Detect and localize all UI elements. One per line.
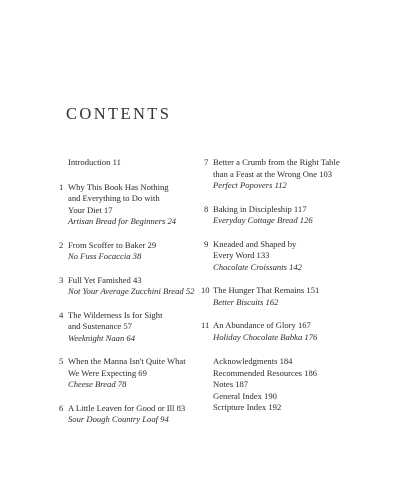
toc-entry-title: We Were Expecting 69 xyxy=(68,367,147,378)
toc-entry-title: Kneaded and Shaped by xyxy=(213,238,297,249)
recipe-subtitle: Perfect Popovers 112 xyxy=(213,180,287,190)
toc-entry-1[interactable] xyxy=(59,182,199,228)
back-matter-list xyxy=(204,356,344,414)
chapter-number: 4 xyxy=(59,309,64,320)
back-matter-scripture-index[interactable]: Scripture Index 192 xyxy=(213,402,282,412)
toc-entry-title: Every Word 133 xyxy=(213,250,270,260)
recipe-subtitle: Sour Dough Country Loaf 94 xyxy=(68,414,169,424)
toc-entry-title: and Everything to Do with xyxy=(68,193,160,203)
toc-entry-3[interactable] xyxy=(59,275,199,298)
chapter-number: 10 xyxy=(201,285,210,295)
toc-entry-introduction[interactable] xyxy=(59,157,199,169)
back-matter-recommended-resources[interactable]: Recommended Resources 186 xyxy=(213,367,318,378)
toc-entry-9[interactable] xyxy=(204,239,344,274)
recipe-subtitle: Artisan Bread for Beginners 24 xyxy=(68,216,177,226)
chapter-number: 11 xyxy=(201,320,210,330)
recipe-subtitle: Not Your Average Zucchini Bread 52 xyxy=(68,286,195,296)
toc-entry-6[interactable] xyxy=(59,403,199,426)
toc-entry-2[interactable] xyxy=(59,240,199,263)
toc-entry-title: A Little Leaven for Good or Ill 83 xyxy=(68,402,186,413)
recipe-subtitle: Holiday Chocolate Babka 176 xyxy=(213,331,318,342)
toc-entry-title: Your Diet 17 xyxy=(68,204,113,215)
toc-entry-title: From Scoffer to Baker 29 xyxy=(68,239,157,250)
toc-entry-title: Why This Book Has Nothing xyxy=(68,181,169,192)
toc-entry-title: When the Manna Isn't Quite What xyxy=(68,356,186,366)
recipe-subtitle: Weeknight Naan 64 xyxy=(68,332,135,343)
toc-entry-title: Introduction 11 xyxy=(68,157,121,167)
recipe-subtitle: Better Biscuits 162 xyxy=(213,296,279,307)
toc-entry-5[interactable] xyxy=(59,356,199,391)
toc-entry-10[interactable] xyxy=(201,285,344,308)
back-matter-acknowledgments[interactable]: Acknowledgments 184 xyxy=(213,356,293,366)
chapter-number: 1 xyxy=(59,181,64,192)
toc-entry-title: and Sustenance 57 xyxy=(68,321,132,331)
toc-entry-7[interactable] xyxy=(204,157,344,192)
toc-entry-title: The Wilderness Is for Sight xyxy=(68,309,163,320)
toc-entry-title: Full Yet Famished 43 xyxy=(68,274,142,285)
toc-entry-title: An Abundance of Glory 167 xyxy=(213,320,311,330)
recipe-subtitle: Everyday Cottage Bread 126 xyxy=(213,215,313,225)
contents-heading: CONTENTS xyxy=(66,104,172,123)
toc-right-column xyxy=(201,157,344,414)
toc-entry-title: Better a Crumb from the Right Table xyxy=(213,157,340,167)
toc-entry-title: The Hunger That Remains 151 xyxy=(213,285,320,295)
toc-entry-title: than a Feast at the Wrong One 103 xyxy=(213,168,333,179)
recipe-subtitle: No Fuss Focaccia 38 xyxy=(68,251,142,261)
chapter-number: 5 xyxy=(59,356,64,366)
toc-left-column xyxy=(59,157,199,426)
toc-entry-11[interactable] xyxy=(201,320,344,343)
chapter-number: 7 xyxy=(204,157,209,167)
recipe-subtitle: Cheese Bread 78 xyxy=(68,379,127,389)
chapter-number: 9 xyxy=(204,238,209,249)
chapter-number: 8 xyxy=(204,203,209,214)
chapter-number: 6 xyxy=(59,402,64,413)
toc-entry-title: Baking in Discipleship 117 xyxy=(213,203,307,214)
chapter-number: 2 xyxy=(59,239,64,250)
toc-entry-4[interactable] xyxy=(59,310,199,345)
recipe-subtitle: Chocolate Croissants 142 xyxy=(213,261,302,272)
chapter-number: 3 xyxy=(59,274,64,285)
back-matter-general-index[interactable]: General Index 190 xyxy=(213,390,277,401)
back-matter-notes[interactable]: Notes 187 xyxy=(213,379,249,389)
toc-entry-8[interactable] xyxy=(204,204,344,227)
